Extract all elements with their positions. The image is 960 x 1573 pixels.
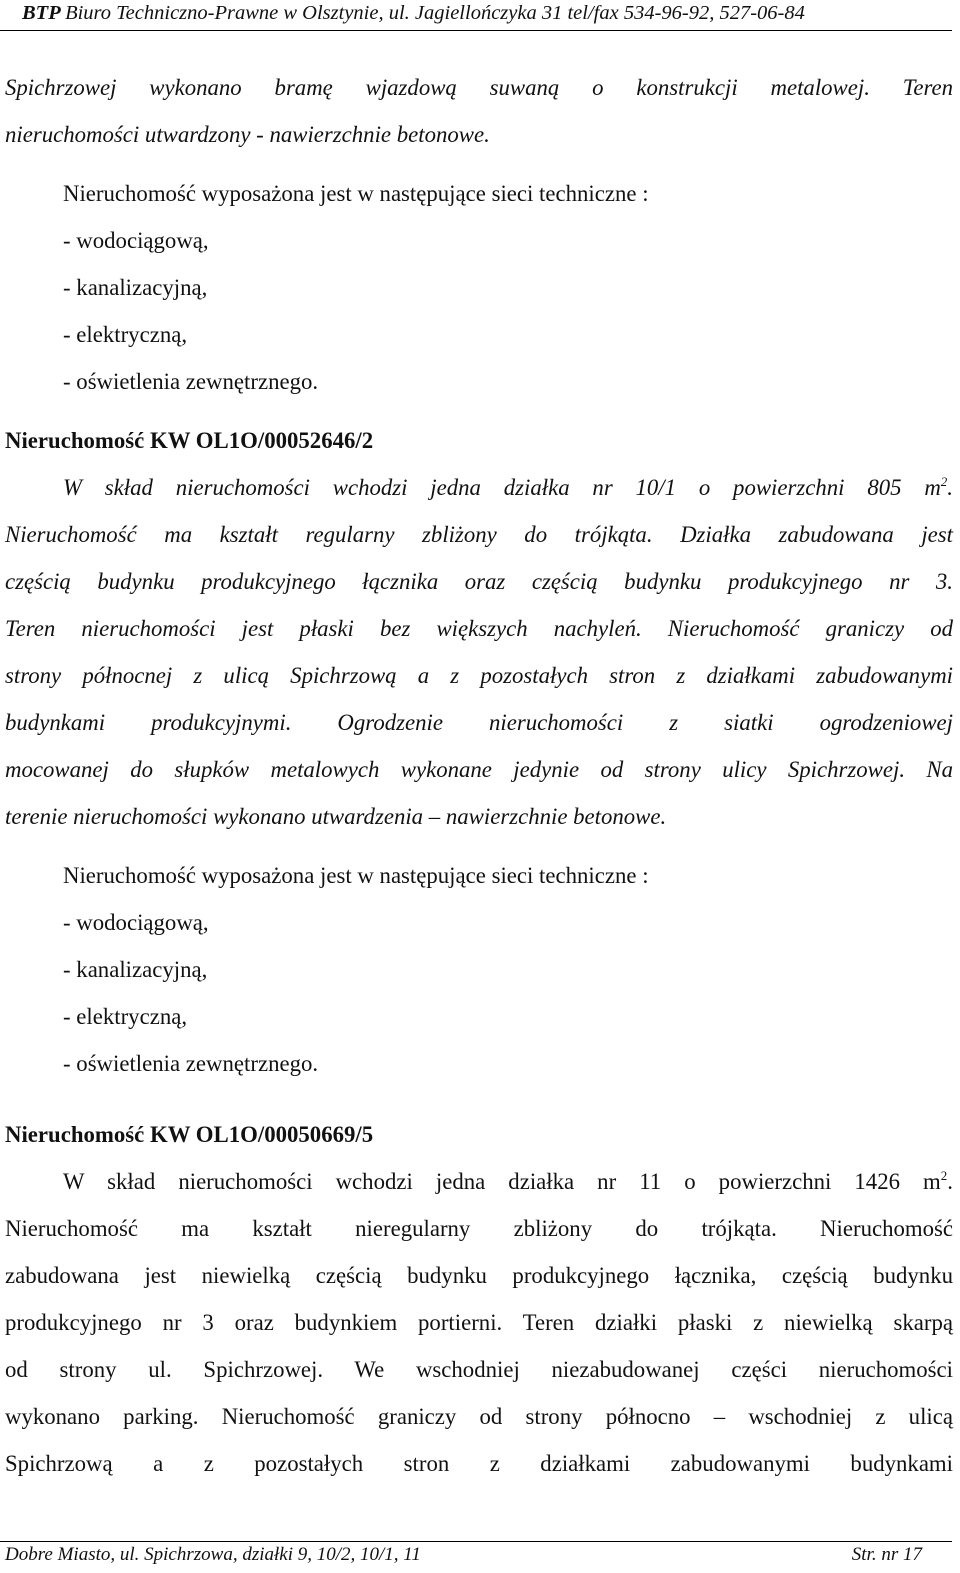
intro-line-2: nieruchomości utwardzony - nawierzchnie betonowe. — [5, 122, 490, 147]
property-line: budynkami produkcyjnymi. Ogrodzenie nieruchomości z siatki ogrodzeniowej — [5, 710, 953, 735]
property-line: Teren nieruchomości jest płaski bez większych nachyleń. Nieruchomość graniczy od — [5, 616, 953, 641]
property-line: zabudowana jest niewielką częścią budynku produkcyjnego łącznika, częścią budynku — [5, 1263, 953, 1288]
area-text: W skład nieruchomości wchodzi jedna działka nr 11 o powierzchni 1426 m — [63, 1169, 941, 1194]
property-line: mocowanej do słupków metalowych wykonane jedynie od strony ulicy Spichrzowej. Na — [5, 757, 953, 782]
area-period: . — [947, 475, 953, 500]
area-period: . — [947, 1169, 953, 1194]
property-line: Spichrzową a z pozostałych stron z działkami zabudowanymi budynkami — [5, 1451, 953, 1476]
property-line-first — [5, 1158, 953, 1205]
page-header — [0, 0, 952, 31]
property-section-1 — [5, 417, 953, 840]
utilities-list-1 — [5, 170, 953, 405]
utilities-heading-2: Nieruchomość wyposażona jest w następujące sieci techniczne : — [63, 863, 649, 888]
utility-item: - oświetlenia zewnętrznego. — [63, 369, 319, 394]
area-text: W skład nieruchomości wchodzi jedna działka nr 10/1 o powierzchni 805 m — [63, 475, 941, 500]
property-line: Nieruchomość ma kształt regularny zbliżony do trójkąta. Działka zabudowana jest — [5, 522, 953, 547]
document-body — [5, 64, 953, 1487]
property-line: od strony ul. Spichrzowej. We wschodniej niezabudowanej części nieruchomości — [5, 1357, 953, 1382]
utility-item: - kanalizacyjną, — [63, 275, 208, 300]
property-title-2: Nieruchomość KW OL1O/00050669/5 — [5, 1122, 374, 1147]
utility-item: - elektryczną, — [63, 322, 188, 347]
property-line: terenie nieruchomości wykonano utwardzenia – nawierzchnie betonowe. — [5, 804, 667, 829]
property-line: strony północnej z ulicą Spichrzową a z pozostałych stron z działkami zabudowanymi — [5, 663, 953, 688]
header-company: BTP — [22, 2, 60, 24]
property-line: wykonano parking. Nieruchomość graniczy od strony północno – wschodniej z ulicą — [5, 1404, 953, 1429]
spacer — [5, 158, 953, 170]
property-section-2 — [5, 1111, 953, 1487]
property-title-1: Nieruchomość KW OL1O/00052646/2 — [5, 428, 374, 453]
utility-item: - elektryczną, — [63, 1004, 188, 1029]
utility-item: - wodociągową, — [63, 228, 209, 253]
header-text — [22, 2, 805, 25]
area-superscript: 2 — [940, 474, 948, 489]
header-address: Biuro Techniczno-Prawne w Olsztynie, ul. Jagiellończyka 31 tel/fax 534-96-92, 527-06-84 — [65, 2, 805, 24]
utility-item: - wodociągową, — [63, 910, 209, 935]
property-line-first — [5, 464, 953, 511]
page-footer — [0, 1541, 952, 1572]
property-line: produkcyjnego nr 3 oraz budynkiem portierni. Teren działki płaski z niewielką skarpą — [5, 1310, 953, 1335]
utilities-list-2 — [5, 852, 953, 1087]
utility-item: - oświetlenia zewnętrznego. — [63, 1051, 319, 1076]
property-description-2 — [5, 1158, 953, 1487]
footer-location: Dobre Miasto, ul. Spichrzowa, działki 9, 10/2, 10/1, 11 — [5, 1544, 421, 1565]
property-description-1 — [5, 464, 953, 840]
utilities-heading-1: Nieruchomość wyposażona jest w następujące sieci techniczne : — [63, 181, 649, 206]
area-superscript: 2 — [940, 1168, 948, 1183]
spacer — [5, 840, 953, 852]
spacer — [5, 405, 953, 417]
spacer — [5, 1087, 953, 1111]
property-line: częścią budynku produkcyjnego łącznika oraz częścią budynku produkcyjnego nr 3. — [5, 569, 953, 594]
intro-line-1: Spichrzowej wykonano bramę wjazdową suwaną o konstrukcji metalowej. Teren — [5, 75, 953, 100]
property-line: Nieruchomość ma kształt nieregularny zbliżony do trójkąta. Nieruchomość — [5, 1216, 953, 1241]
footer-page-number: Str. nr 17 — [851, 1544, 922, 1565]
intro-paragraph — [5, 64, 953, 158]
utility-item: - kanalizacyjną, — [63, 957, 208, 982]
